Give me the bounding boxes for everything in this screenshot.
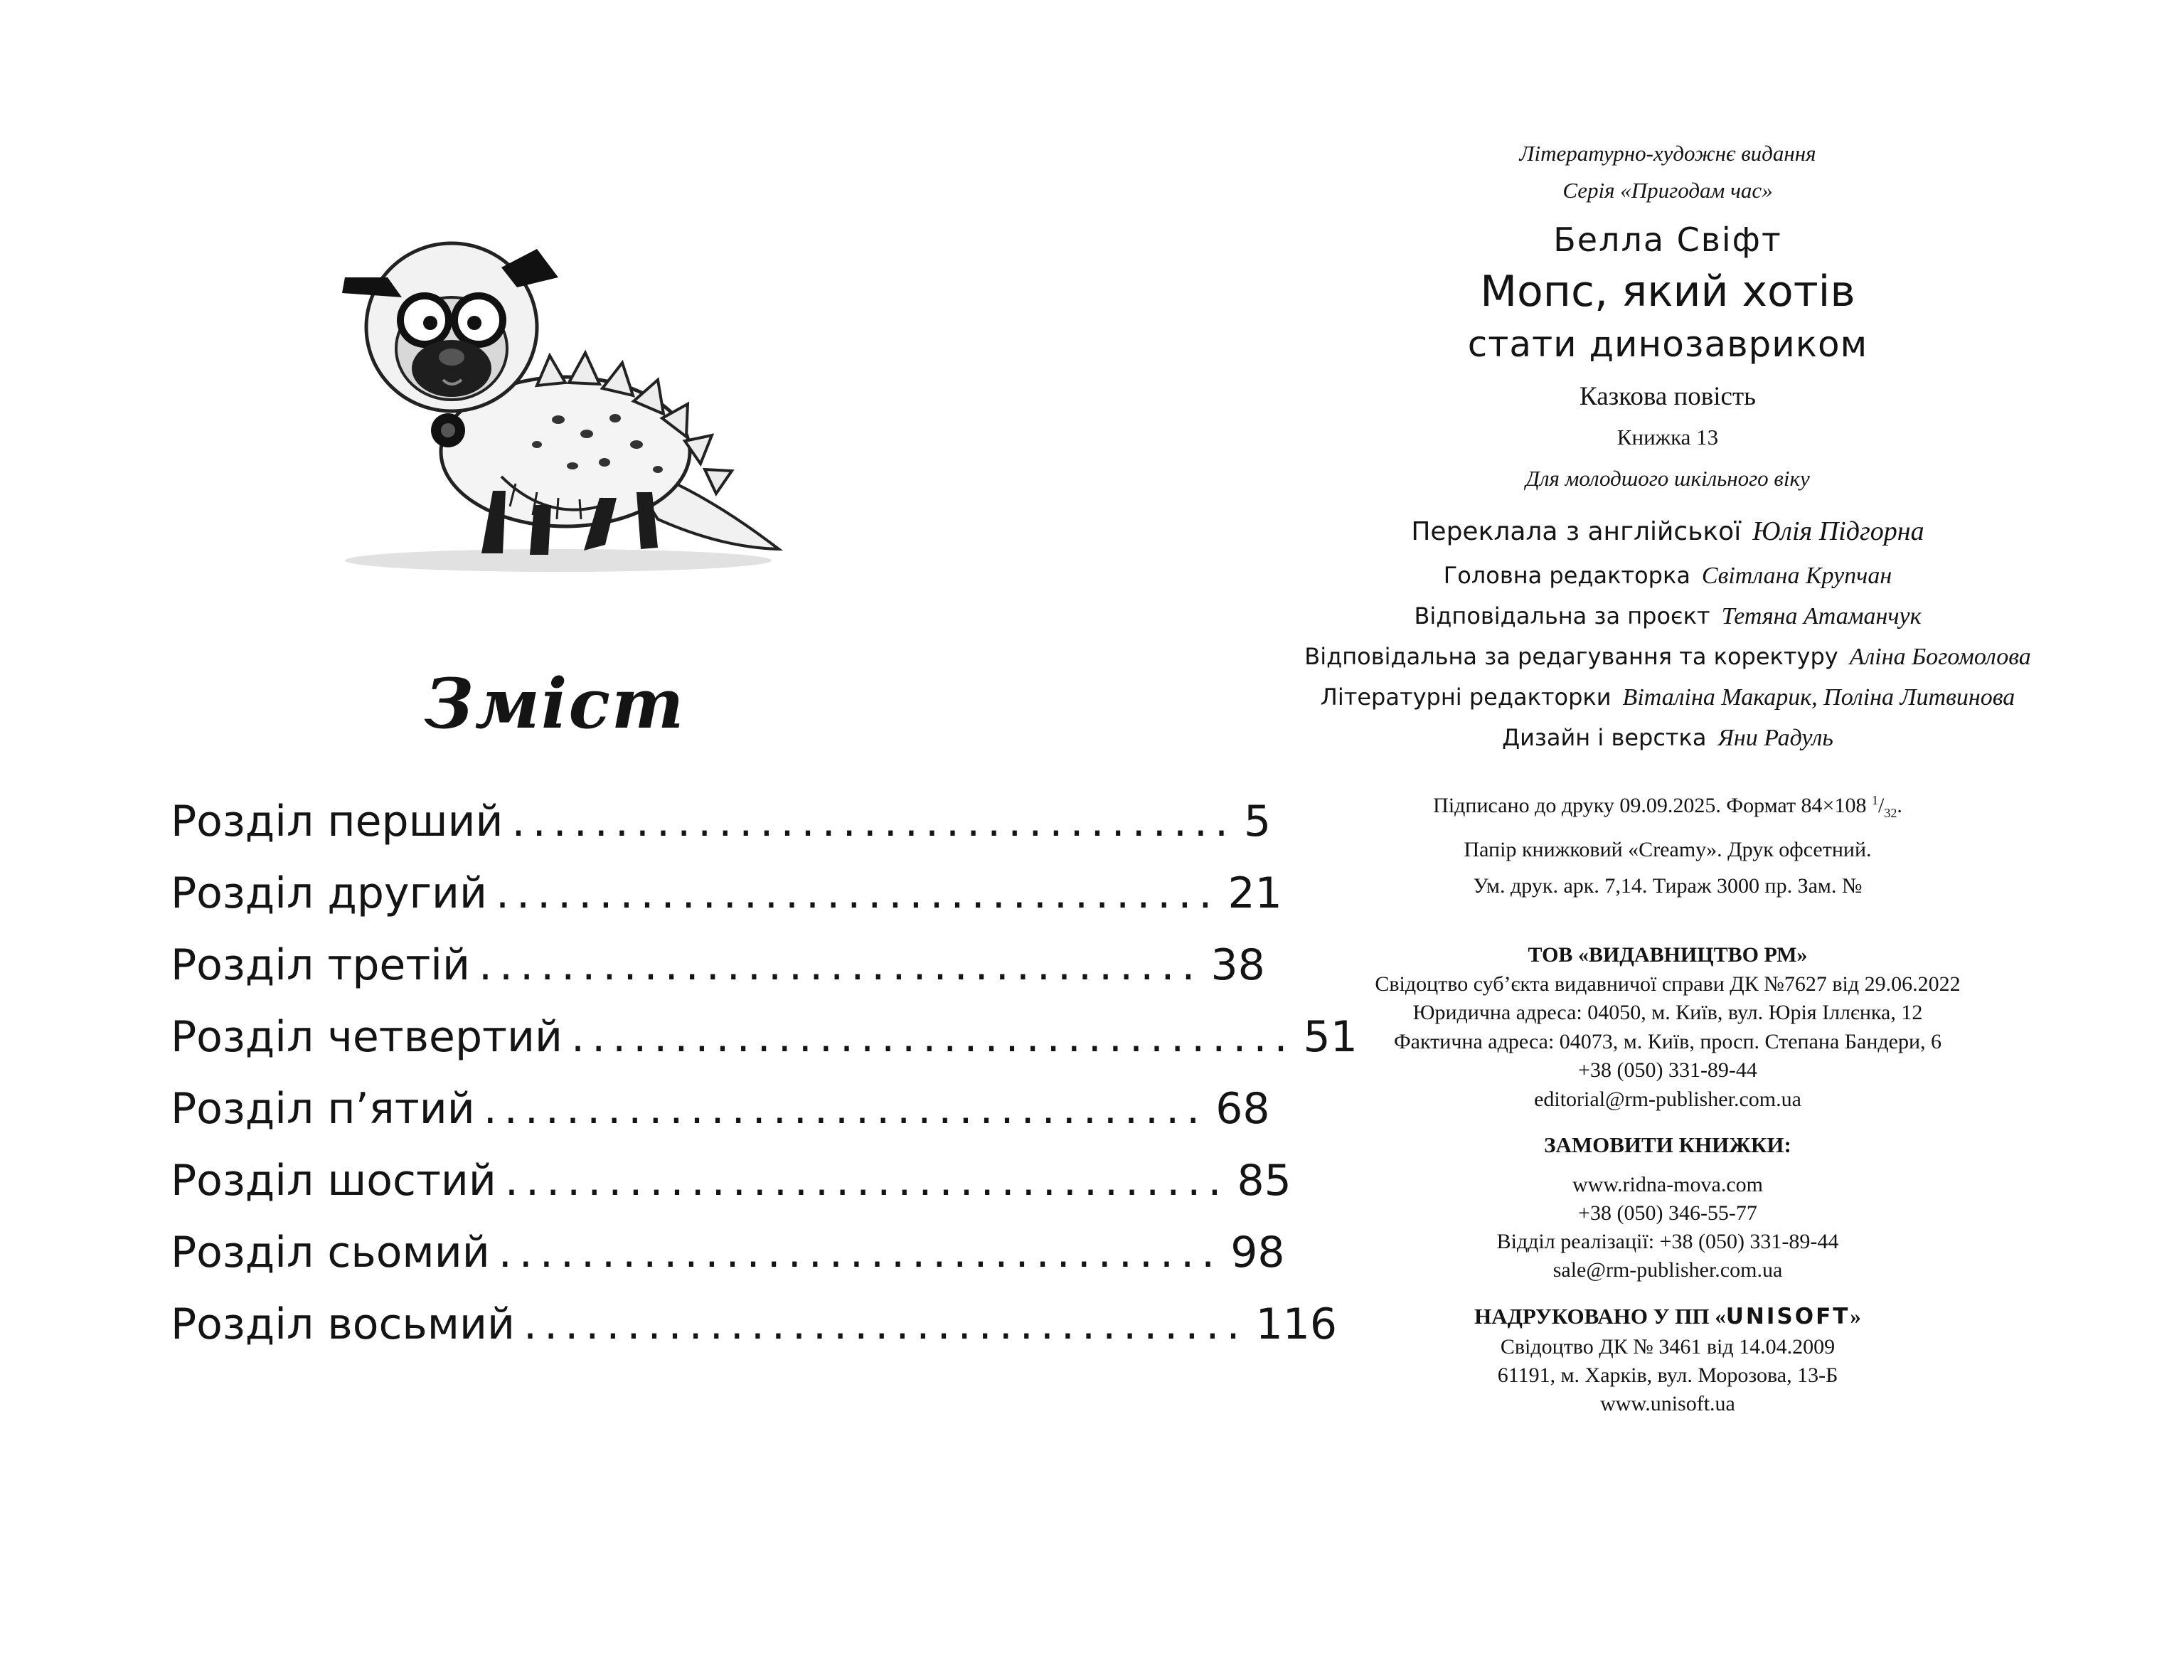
publisher-legal-address: Юридична адреса: 04050, м. Київ, вул. Юрія Іллєнка, 12 [1412, 1001, 1923, 1024]
print-signed-suffix: . [1897, 794, 1902, 817]
order-phone: +38 (050) 346-55-77 [1578, 1201, 1757, 1225]
credit-role: Літературні редакторки [1320, 684, 1612, 711]
table-of-contents [171, 786, 1358, 1361]
publisher-name: ТОВ «ВИДАВНИЦТВО РМ» [1528, 943, 1808, 967]
publisher-block [1230, 941, 2105, 1114]
order-email: sale@rm-publisher.com.ua [1552, 1258, 1783, 1282]
age-group: Для молодшого шкільного віку [1525, 466, 1810, 491]
credit-role: Переклала з англійської [1411, 517, 1742, 546]
book-author: Белла Свіфт [1553, 220, 1782, 259]
toc-entry-page: 38 [1210, 940, 1265, 990]
printer-certificate: Свідоцтво ДК № 3461 від 14.04.2009 [1500, 1335, 1836, 1359]
format-fraction-numerator: 1 [1871, 793, 1878, 807]
toc-entry-page: 68 [1215, 1084, 1270, 1134]
toc-leader-dots: ................................... [511, 797, 1236, 846]
print-info [1230, 782, 2105, 904]
toc-entry-page: 98 [1230, 1228, 1285, 1277]
credit-proofreading [1230, 637, 2105, 677]
pug-dinosaur-drawing [324, 228, 793, 583]
credit-editor-in-chief [1230, 555, 2105, 596]
toc-leader-dots: ................................... [571, 1012, 1295, 1062]
credit-role: Відповідальна за проєкт [1414, 602, 1710, 629]
publisher-certificate: Свідоцтво суб’єкта видавничої справи ДК №7627 від 29.06.2022 [1375, 972, 1961, 996]
book-subtitle: Казкова повість [1580, 382, 1756, 411]
printer-address: 61191, м. Харків, вул. Морозова, 13-Б [1497, 1363, 1838, 1387]
credit-role: Дизайн і верстка [1502, 724, 1707, 751]
toc-leader-dots: ................................... [498, 1228, 1222, 1277]
toc-entry-page: 51 [1303, 1012, 1358, 1062]
toc-entry-label: Розділ перший [171, 797, 504, 846]
toc-title: Зміст [424, 664, 686, 744]
toc-entry-label: Розділ п’ятий [171, 1084, 475, 1134]
credit-name: Юлія Підгорна [1752, 516, 1924, 546]
publisher-phone: +38 (050) 331-89-44 [1578, 1058, 1757, 1082]
toc-entry[interactable] [171, 1289, 1338, 1361]
credit-name: Яни Радуль [1717, 725, 1833, 751]
toc-leader-dots: ................................... [495, 868, 1220, 918]
printer-brand: UNISOFT [1725, 1304, 1850, 1329]
toc-entry-page: 85 [1237, 1156, 1291, 1206]
format-fraction-separator: / [1877, 794, 1885, 817]
order-heading: ЗАМОВИТИ КНИЖКИ: [1544, 1132, 1791, 1157]
toc-leader-dots: ................................... [483, 1084, 1208, 1134]
toc-entry-label: Розділ четвертий [171, 1012, 563, 1062]
order-block [1230, 1171, 2105, 1285]
toc-entry-label: Розділ третій [171, 940, 470, 990]
order-sales-phone: Відділ реалізації: +38 (050) 331-89-44 [1496, 1230, 1839, 1253]
toc-entry-label: Розділ другий [171, 868, 487, 918]
toc-leader-dots: ................................... [504, 1156, 1229, 1206]
toc-entry-page: 5 [1244, 797, 1272, 846]
credit-design [1230, 718, 2105, 758]
printer-block [1230, 1333, 2105, 1418]
book-title-line-2: стати динозавриком [1467, 324, 1868, 365]
series-name: Серія «Пригодам час» [1562, 178, 1773, 203]
print-signed-format [1230, 782, 2105, 831]
toc-entry-label: Розділ шостий [171, 1156, 496, 1206]
imprint-page [1227, 135, 2105, 1418]
print-sheets: Ум. друк. арк. 7,14. Тираж 3000 пр. Зам. № [1473, 874, 1863, 898]
pug-dinosaur-illustration [324, 228, 793, 583]
book-title-line-1: Мопс, який хотів [1480, 267, 1855, 317]
credit-translator [1230, 508, 2105, 555]
credit-literary-editors [1230, 677, 2105, 718]
toc-entry-label: Розділ восьмий [171, 1299, 516, 1349]
printer-heading-prefix: НАДРУКОВАНО У ПП « [1474, 1304, 1726, 1329]
toc-entry[interactable] [171, 1001, 1358, 1073]
publisher-actual-address: Фактична адреса: 04073, м. Київ, просп. Степана Бандери, 6 [1393, 1029, 1942, 1053]
credit-name: Аліна Богомолова [1849, 644, 2031, 670]
toc-entry[interactable] [171, 786, 1272, 858]
toc-entry[interactable] [171, 1217, 1285, 1289]
format-fraction-denominator: 32 [1884, 806, 1897, 820]
book-number: Книжка 13 [1616, 425, 1719, 450]
printer-website: www.unisoft.ua [1600, 1392, 1735, 1415]
credit-role: Головна редакторка [1443, 562, 1690, 589]
credit-role: Відповідальна за редагування та коректуру [1304, 643, 1838, 670]
print-signed-text: Підписано до друку 09.09.2025. Формат 84×108 [1433, 794, 1867, 817]
publisher-email: editorial@rm-publisher.com.ua [1534, 1087, 1801, 1111]
credit-name: Світлана Крупчан [1701, 563, 1892, 589]
toc-entry[interactable] [171, 1073, 1270, 1145]
printer-heading-suffix: » [1850, 1304, 1861, 1329]
publication-genre: Літературно-художнє видання [1519, 141, 1816, 166]
toc-entry[interactable] [171, 858, 1282, 930]
credit-name: Тетяна Атаманчук [1721, 603, 1922, 629]
toc-leader-dots: ................................... [523, 1299, 1247, 1349]
toc-entry[interactable] [171, 1145, 1291, 1217]
credit-project-lead [1230, 596, 2105, 637]
credit-name: Віталіна Макарик, Поліна Литвинова [1622, 684, 2015, 711]
toc-leader-dots: ................................... [478, 940, 1203, 990]
toc-entry[interactable] [171, 930, 1265, 1001]
toc-entry-label: Розділ сьомий [171, 1228, 490, 1277]
printer-heading [1230, 1300, 2105, 1333]
order-website: www.ridna-mova.com [1572, 1173, 1763, 1196]
toc-entry-page: 116 [1255, 1299, 1338, 1349]
toc-entry-page: 21 [1227, 868, 1282, 918]
print-paper: Папір книжковий «Creamy». Друк офсетний. [1464, 838, 1872, 861]
